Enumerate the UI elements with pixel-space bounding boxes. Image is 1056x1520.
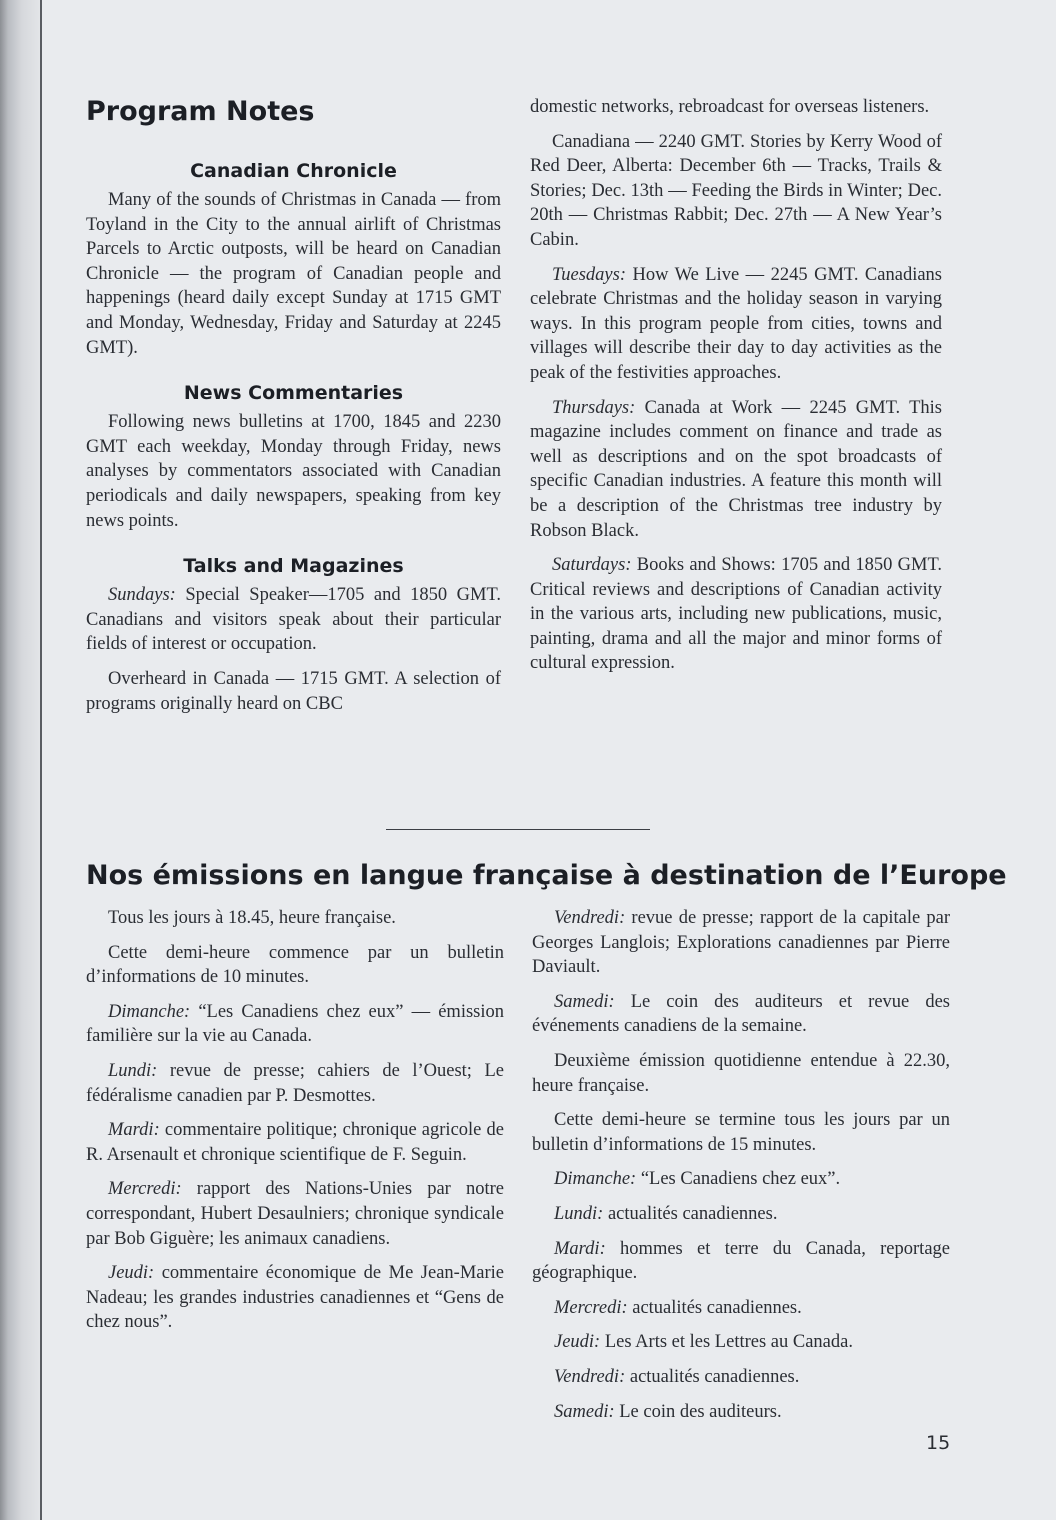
paragraph-text: Canada at Work — 2245 GMT. This magazine includes comment on finance and trade as well as descriptions and on the spot broadcasts of specific Canadian industries. A feature this month will be a description of the Christmas tree industry by Robson Black. [530,397,942,541]
paragraph [86,1059,504,1108]
paragraph [532,1202,950,1227]
paragraph-lead-label: Lundi: [108,1060,158,1081]
paragraph [532,1365,950,1390]
binding-edge [40,0,42,1520]
paragraph-lead-label: Thursdays: [552,397,636,418]
paragraph [86,1261,504,1335]
paragraph [86,188,501,360]
paragraph-lead-label: Mercredi: [554,1297,628,1318]
paragraph [532,1330,950,1355]
paragraph [86,583,501,657]
paragraph [532,990,950,1039]
paragraph [86,1177,504,1251]
section-subheading: Talks and Magazines [183,555,404,578]
paragraph-text: hommes et terre du Canada, reportage géographique. [532,1238,950,1284]
paragraph-text: “Les Canadiens chez eux”. [636,1169,841,1190]
paragraph [530,553,942,676]
paragraph-text: Many of the sounds of Christmas in Canada — from Toyland in the City to the annual airlift of Christmas Parcels to Arctic outposts, will be heard on Canadian Chronicle — the program of Canadian people and happenings (heard daily except Sunday at 1715 GMT and Monday, Wednesday, Friday and Saturday at 2245 GMT). [86,190,501,358]
section-subheading: Canadian Chronicle [190,160,397,182]
paragraph-text: commentaire politique; chronique agricole de R. Arsenault et chronique scientifique de F. Seguin. [86,1120,504,1165]
paragraph-lead-label: Lundi: [554,1203,604,1224]
paragraph [86,1118,504,1167]
paragraph-text: How We Live — 2245 GMT. Canadians celebrate Christmas and the holiday season in varying ways. In this program people from cities, towns and villages will describe their day to day activities as the peak of the festivities approaches. [530,264,942,383]
french-left-column [86,906,504,1345]
book-binding [0,0,40,1520]
paragraph [532,1167,950,1192]
paragraph [530,263,942,386]
paragraph-lead-label: Saturdays: [552,555,632,576]
paragraph-text: Special Speaker—1705 and 1850 GMT. Canadians and visitors speak about their particular fields of interest or occupation. [86,585,501,655]
paragraph-lead-label: Vendredi: [554,908,626,928]
paragraph [86,410,501,533]
paragraph-text: Cette demi-heure se termine tous les jours par un bulletin d’informations de 15 minutes. [532,1110,950,1155]
paragraph-text: actualités canadiennes. [627,1297,802,1318]
program-notes-left-column [86,160,501,726]
paragraph-text: commentaire économique de Me Jean-Marie Nadeau; les grandes industries canadiennes et “Gens de chez nous”. [86,1263,504,1333]
paragraph [86,906,504,931]
paragraph [86,667,501,716]
paragraph-text: Deuxième émission quotidienne entendue à 22.30, heure française. [532,1050,950,1096]
section-subheading: News Commentaries [183,382,404,405]
paragraph-lead-label: Jeudi: [554,1332,601,1353]
paragraph-text: Tous les jours à 18.45, heure française. [108,908,396,928]
paragraph [532,1108,950,1157]
paragraph-text: actualités canadiennes. [603,1203,778,1224]
paragraph-lead-label: Sundays: [108,585,176,606]
paragraph-text: revue de presse; rapport de la capitale par Georges Langlois; Explorations canadiennes par Pierre Daviault. [532,908,950,978]
paragraph-text: Les Arts et les Lettres au Canada. [600,1332,853,1353]
paragraph-text: Books and Shows: 1705 and 1850 GMT. Critical reviews and descriptions of Canadian activity in the various arts, including new publications, music, painting, drama and all the major and minor forms of cultural expression. [530,555,942,674]
paragraph-lead-label: Vendredi: [554,1366,626,1387]
paragraph-text: Canadiana — 2240 GMT. Stories by Kerry Wood of Red Deer, Alberta: December 6th — Tracks, Trails & Stories; Dec. 13th — Feeding the Birds in Winter; Dec. 20th — Christmas Rabbit; Dec. 27th — A New Year’s Cabin. [530,131,942,250]
paragraph [530,396,942,544]
paragraph-lead-label: Mercredi: [108,1179,182,1200]
paragraph-lead-label: Tuesdays: [552,264,626,285]
paragraph-lead-label: Mardi: [554,1238,606,1259]
paragraph-lead-label: Jeudi: [108,1263,155,1284]
paragraph-text: rapport des Nations-Unies par notre correspondant, Hubert Desaulniers; chronique syndicale par Bob Giguère; les animaux canadiens. [86,1179,504,1249]
paragraph [532,1237,950,1286]
paragraph-lead-label: Mardi: [108,1120,160,1141]
paragraph-text: Le coin des auditeurs. [614,1401,782,1422]
paragraph [532,906,950,980]
paragraph-text: Cette demi-heure commence par un bulletin d’informations de 10 minutes. [86,942,504,988]
paragraph-text: Following news bulletins at 1700, 1845 and 2230 GMT each weekday, Monday through Friday, news analyses by commentators associated with Canadian periodicals and daily newspapers, speaking from key news points. [86,412,501,531]
paragraph-text: actualités canadiennes. [625,1366,800,1387]
paragraph [530,95,942,120]
paragraph [86,1000,504,1049]
paragraph-lead-label: Dimanche: [108,1001,191,1022]
paragraph-text: domestic networks, rebroadcast for overseas listeners. [530,97,930,117]
paragraph [532,1049,950,1098]
page-number: 15 [926,1432,951,1454]
program-notes-right-column [530,95,942,686]
program-notes-title: Program Notes [86,96,315,127]
paragraph [530,130,942,253]
paragraph [532,1296,950,1321]
paragraph-text: Le coin des auditeurs et revue des événements canadiens de la semaine. [532,991,950,1037]
paragraph [86,941,504,990]
paragraph-lead-label: Samedi: [554,1401,615,1422]
french-right-column [532,906,950,1434]
paragraph-lead-label: Dimanche: [554,1169,637,1190]
section-divider [386,829,650,830]
paragraph-text: “Les Canadiens chez eux” — émission familière sur la vie au Canada. [86,1001,504,1047]
paragraph-lead-label: Samedi: [554,991,615,1012]
paragraph [532,1400,950,1425]
french-section-title: Nos émissions en langue française à destination de l’Europe [86,860,1007,891]
paragraph-text: revue de presse; cahiers de l’Ouest; Le fédéralisme canadien par P. Desmottes. [86,1060,504,1106]
paragraph-text: Overheard in Canada — 1715 GMT. A selection of programs originally heard on CBC [86,668,501,714]
